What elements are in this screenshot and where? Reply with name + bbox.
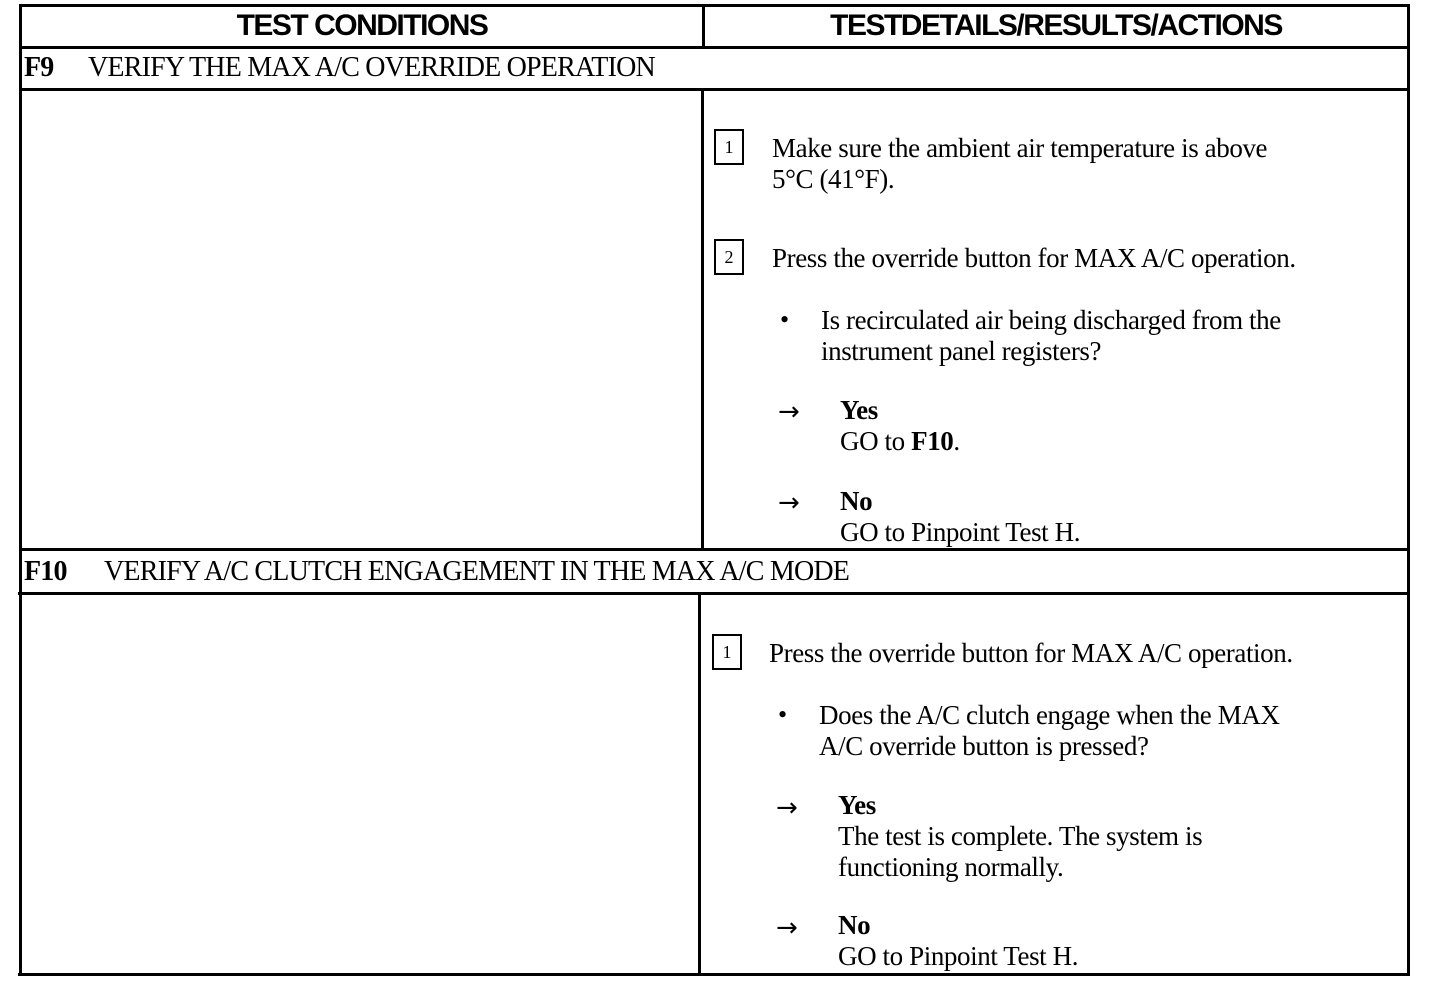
table-bottom-border (18, 973, 1408, 976)
answer-yes (840, 395, 960, 457)
bullet-icon: • (778, 700, 788, 729)
answer-action-line: The test is complete. The system is (838, 821, 1203, 851)
goto-step-link[interactable]: F10 (911, 426, 954, 456)
question-text (821, 305, 1281, 367)
action-text: GO to (840, 426, 912, 456)
answer-label: No (840, 486, 873, 516)
section-heading: VERIFY THE MAX A/C OVERRIDE OPERATION (88, 52, 655, 83)
answer-label: Yes (838, 790, 876, 820)
question-line: Is recirculated air being discharged from the (821, 305, 1281, 335)
step-text-line: Make sure the ambient air temperature is above (772, 133, 1268, 163)
arrow-right-icon: → (776, 793, 798, 823)
table-left-border (19, 4, 22, 976)
section-title-f10 (24, 552, 849, 592)
answer-yes (838, 790, 1202, 883)
table-right-border (1407, 4, 1410, 976)
column-header-test-conditions: TEST CONDITIONS (236, 9, 488, 42)
question-line: A/C override button is pressed? (819, 731, 1149, 761)
answer-action: GO to Pinpoint Test H. (840, 517, 1081, 547)
question-line: Does the A/C clutch engage when the MAX (819, 700, 1280, 730)
step-text: Press the override button for MAX A/C operation. (772, 243, 1296, 273)
arrow-right-icon: → (778, 488, 800, 518)
f10-title-bottom-border (18, 592, 1408, 595)
answer-no (838, 910, 1078, 972)
bullet-icon: • (780, 305, 790, 334)
section-title-f9 (24, 48, 655, 88)
step-number-box: 1 (714, 129, 744, 165)
answer-action: GO to Pinpoint Test H. (838, 941, 1079, 971)
answer-no (840, 486, 1080, 548)
f9-column-divider (701, 88, 704, 550)
section-code: F9 (24, 52, 54, 83)
arrow-right-icon: → (778, 397, 800, 427)
step-text: Press the override button for MAX A/C operation. (769, 638, 1293, 668)
question-text (819, 700, 1280, 762)
answer-action-line: functioning normally. (838, 852, 1064, 882)
section-code: F10 (24, 556, 67, 587)
arrow-right-icon: → (776, 913, 798, 943)
question-line: instrument panel registers? (821, 336, 1102, 366)
answer-action (840, 426, 960, 457)
action-suffix: . (953, 426, 960, 456)
step-number-box: 1 (712, 634, 742, 670)
section-heading: VERIFY A/C CLUTCH ENGAGEMENT IN THE MAX A/C MODE (104, 556, 850, 587)
f9-section-bottom-border (20, 548, 1410, 551)
answer-label: No (838, 910, 871, 940)
step-text (772, 133, 1267, 195)
answer-label: Yes (840, 395, 878, 425)
step-text-line: 5°C (41°F). (772, 164, 895, 194)
column-header-test-details: TESTDETAILS/RESULTS/ACTIONS (830, 9, 1282, 42)
f10-column-divider (698, 592, 701, 976)
f9-title-bottom-border (20, 88, 1410, 91)
step-number-box: 2 (714, 239, 744, 275)
